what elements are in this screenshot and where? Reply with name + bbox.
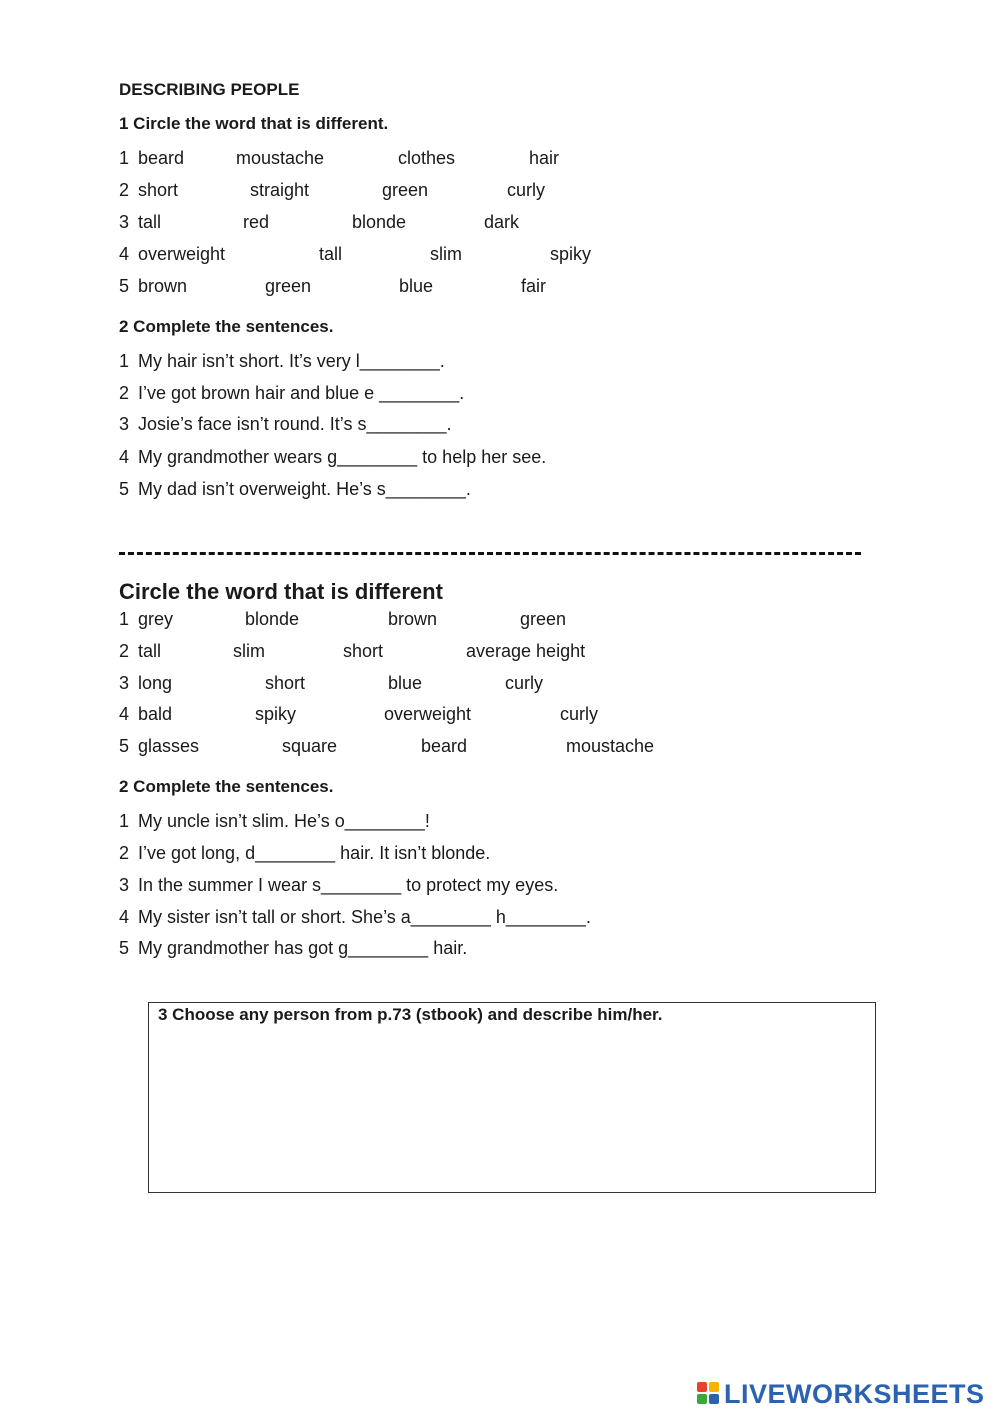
word-option[interactable]: curly bbox=[507, 180, 546, 200]
word-option[interactable]: brown bbox=[388, 609, 438, 629]
word-option[interactable]: blonde bbox=[352, 212, 407, 232]
section3-row-num: 1 bbox=[119, 609, 130, 629]
section1-row-num: 1 bbox=[119, 148, 130, 168]
sentence-num: 5 bbox=[119, 479, 130, 499]
word-option[interactable]: grey bbox=[138, 609, 174, 629]
section1-row-num: 5 bbox=[119, 276, 130, 296]
sentence-num: 3 bbox=[119, 875, 130, 895]
section2-heading: 2 Complete the sentences. bbox=[119, 317, 334, 336]
word-option[interactable]: blonde bbox=[245, 609, 300, 629]
section3-row-num: 2 bbox=[119, 641, 130, 661]
word-option[interactable]: slim bbox=[430, 244, 462, 264]
word-option[interactable]: short bbox=[138, 180, 179, 200]
sentence-text[interactable]: My sister isn’t tall or short. She’s a________ h________. bbox=[138, 907, 591, 927]
section1-row-num: 4 bbox=[119, 244, 130, 264]
word-option[interactable]: spiky bbox=[550, 244, 592, 264]
section1-row-num: 3 bbox=[119, 212, 130, 232]
section1-row-num: 2 bbox=[119, 180, 130, 200]
word-option[interactable]: blue bbox=[399, 276, 434, 296]
word-option[interactable]: tall bbox=[319, 244, 343, 264]
section3-heading: Circle the word that is different bbox=[119, 579, 443, 604]
sentence-text[interactable]: In the summer I wear s________ to protect my eyes. bbox=[138, 875, 559, 895]
word-option[interactable]: beard bbox=[138, 148, 185, 168]
word-option[interactable]: curly bbox=[560, 704, 599, 724]
sentence-num: 4 bbox=[119, 447, 130, 467]
logo-text: LIVEWORKSHEETS bbox=[724, 1378, 985, 1409]
word-option[interactable]: short bbox=[343, 641, 384, 661]
sentence-text[interactable]: Josie’s face isn’t round. It’s s________. bbox=[138, 414, 452, 434]
sentence-num: 4 bbox=[119, 907, 130, 927]
sentence-num: 2 bbox=[119, 383, 130, 403]
word-option[interactable]: red bbox=[243, 212, 270, 232]
section3-row-num: 3 bbox=[119, 673, 130, 693]
sentence-text[interactable]: My hair isn’t short. It’s very l________. bbox=[138, 351, 445, 371]
word-option[interactable]: green bbox=[382, 180, 429, 200]
sentence-num: 1 bbox=[119, 811, 130, 831]
liveworksheets-logo-icon bbox=[697, 1382, 721, 1406]
sentence-text[interactable]: My grandmother wears g________ to help her see. bbox=[138, 447, 547, 467]
word-option[interactable]: curly bbox=[505, 673, 544, 693]
word-option[interactable]: overweight bbox=[384, 704, 472, 724]
section3-row-num: 5 bbox=[119, 736, 130, 756]
word-option[interactable]: green bbox=[520, 609, 567, 629]
page-title: DESCRIBING PEOPLE bbox=[119, 80, 300, 99]
word-option[interactable]: glasses bbox=[138, 736, 200, 756]
sentence-num: 2 bbox=[119, 843, 130, 863]
word-option[interactable]: hair bbox=[529, 148, 560, 168]
sentence-text[interactable]: I’ve got brown hair and blue e ________. bbox=[138, 383, 465, 403]
word-option[interactable]: slim bbox=[233, 641, 265, 661]
word-option[interactable]: green bbox=[265, 276, 312, 296]
word-option[interactable]: long bbox=[138, 673, 173, 693]
word-option[interactable]: moustache bbox=[566, 736, 655, 756]
word-option[interactable]: brown bbox=[138, 276, 188, 296]
word-option[interactable]: blue bbox=[388, 673, 423, 693]
section1-heading: 1 Circle the word that is different. bbox=[119, 114, 389, 133]
sentence-text[interactable]: My uncle isn’t slim. He’s o________! bbox=[138, 811, 430, 831]
task3-prompt: 3 Choose any person from p.73 (stbook) and describe him/her. bbox=[158, 1005, 663, 1024]
word-option[interactable]: bald bbox=[138, 704, 173, 724]
dashed-separator bbox=[119, 552, 861, 555]
word-option[interactable]: short bbox=[265, 673, 306, 693]
sentence-num: 5 bbox=[119, 938, 130, 958]
word-option[interactable]: dark bbox=[484, 212, 520, 232]
sentence-num: 1 bbox=[119, 351, 130, 371]
word-option[interactable]: moustache bbox=[236, 148, 325, 168]
word-option[interactable]: average height bbox=[466, 641, 586, 661]
section4-heading: 2 Complete the sentences. bbox=[119, 777, 334, 796]
word-option[interactable]: beard bbox=[421, 736, 468, 756]
word-option[interactable]: fair bbox=[521, 276, 547, 296]
sentence-num: 3 bbox=[119, 414, 130, 434]
sentence-text[interactable]: My dad isn’t overweight. He’s s________. bbox=[138, 479, 471, 499]
word-option[interactable]: clothes bbox=[398, 148, 456, 168]
word-option[interactable]: tall bbox=[138, 212, 162, 232]
sentence-text[interactable]: My grandmother has got g________ hair. bbox=[138, 938, 468, 958]
word-option[interactable]: overweight bbox=[138, 244, 226, 264]
describe-person-box[interactable] bbox=[148, 1002, 876, 1193]
liveworksheets-logo bbox=[697, 1379, 985, 1409]
word-option[interactable]: square bbox=[282, 736, 338, 756]
sentence-text[interactable]: I’ve got long, d________ hair. It isn’t blonde. bbox=[138, 843, 491, 863]
section3-row-num: 4 bbox=[119, 704, 130, 724]
word-option[interactable]: spiky bbox=[255, 704, 297, 724]
word-option[interactable]: tall bbox=[138, 641, 162, 661]
word-option[interactable]: straight bbox=[250, 180, 310, 200]
